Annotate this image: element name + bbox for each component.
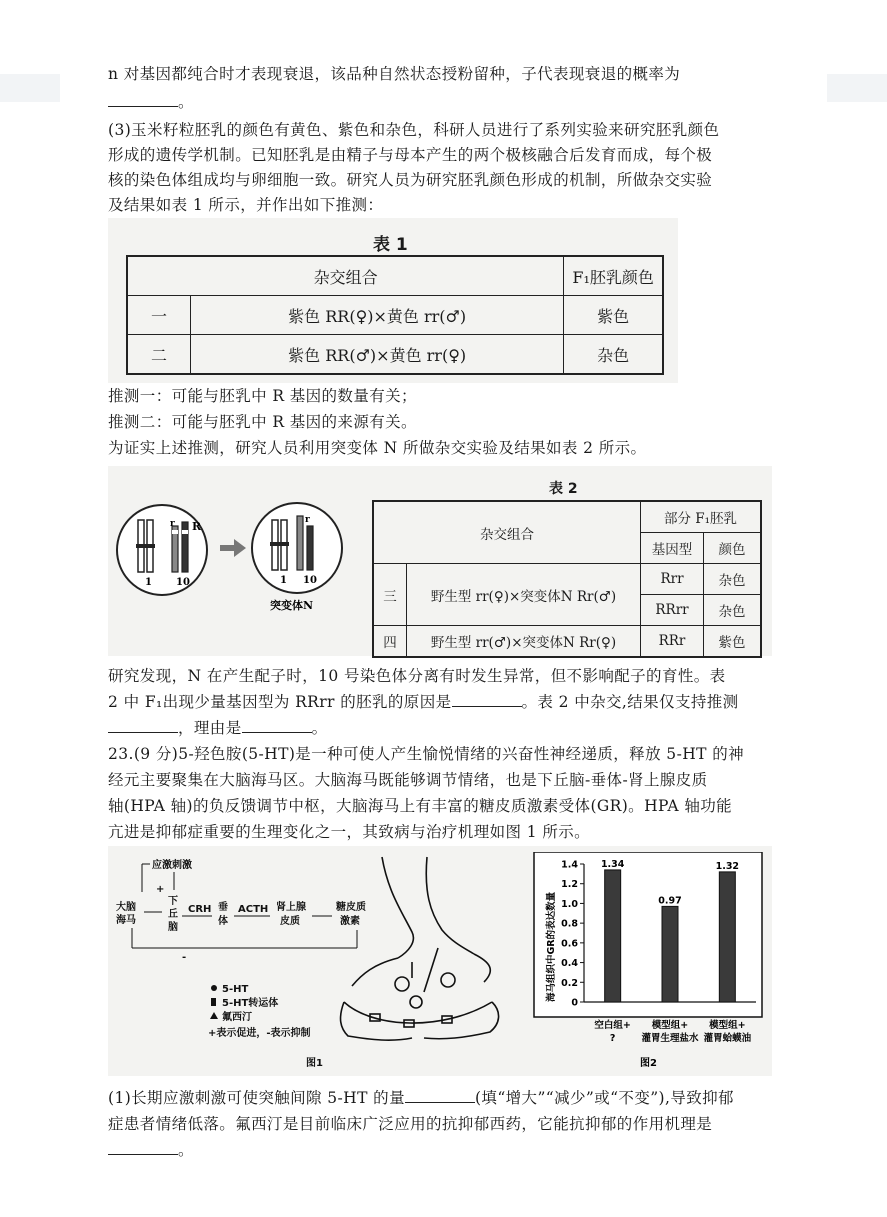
promote-sign: + xyxy=(156,884,165,895)
table1 xyxy=(126,255,664,375)
legend-5ht: 5-HT xyxy=(222,984,249,995)
table2 xyxy=(372,500,762,658)
text-line: 及结果如表 1 所示，并作出如下推测： xyxy=(108,196,384,214)
table2-header-cross: 杂交组合 xyxy=(373,501,641,564)
figure2-caption: 图2 xyxy=(640,1058,657,1069)
hippocampus-label: 海马 xyxy=(116,915,136,926)
text-line: n 对基因都纯合时才表现衰退，该品种自然状态授粉留种，子代表现衰退的概率为 xyxy=(108,65,681,83)
table2-title: 表 2 xyxy=(549,481,578,497)
chromosome-10-label: 10 xyxy=(176,577,190,588)
category-label: ? xyxy=(609,1033,616,1044)
category-label: 空白组+ xyxy=(594,1020,631,1031)
text-line: 推测一：可能与胚乳中 R 基因的数量有关； xyxy=(108,387,417,405)
allele-R-label: R xyxy=(192,520,202,533)
text-line: (1)长期应激刺激可使突触间隙 5-HT 的量 (填“增大”“减少”或“不变”),导致抑郁 xyxy=(108,1089,734,1107)
legend-note: +表示促进，-表示抑制 xyxy=(208,1028,311,1039)
hypothalamus-label: 丘 xyxy=(168,909,178,920)
chromosome-diagram xyxy=(112,490,362,620)
y-tick-label: 0 xyxy=(571,997,578,1009)
scan-edge-right xyxy=(827,74,887,102)
table1-row-cross: 紫色 RR(♀)×黄色 rr(♂) xyxy=(191,296,564,335)
table1-header-color: F₁胚乳颜色 xyxy=(564,256,663,296)
table2-color: 紫色 xyxy=(704,626,762,658)
text-line: 症患者情绪低落。氟西汀是目前临床广泛应用的抗抑郁西药，它能抗抑郁的作用机理是 xyxy=(108,1115,713,1133)
y-tick-label: 1.0 xyxy=(561,898,578,910)
glucocorticoid-label: 激素 xyxy=(340,916,360,927)
category-label: 模型组+ xyxy=(651,1020,689,1031)
figure1-mechanism xyxy=(112,852,522,1074)
table2-header-color: 颜色 xyxy=(704,533,762,564)
pituitary-label: 垂 xyxy=(218,902,228,913)
allele-r-label: r xyxy=(305,515,310,525)
table2-header-genotype: 基因型 xyxy=(641,533,704,564)
y-tick-label: 1.4 xyxy=(561,859,578,871)
category-label: 模型组+ xyxy=(709,1020,746,1031)
answer-blank[interactable] xyxy=(108,718,178,733)
table2-genotype: RRr xyxy=(641,626,704,658)
table2-row-cross: 野生型 rr(♂)×突变体N Rr(♀) xyxy=(407,626,641,658)
answer-blank[interactable] xyxy=(405,1088,475,1103)
category-label: 灌胃蛤蟆油 xyxy=(703,1033,752,1044)
answer-blank[interactable] xyxy=(108,92,178,107)
text-line: (3)玉米籽粒胚乳的颜色有黄色、紫色和杂色，科研人员进行了系列实验来研究胚乳颜色 xyxy=(108,121,720,139)
y-tick-label: 0.8 xyxy=(561,918,578,930)
chromosome-1-label: 1 xyxy=(145,577,152,588)
acth-label: ACTH xyxy=(238,904,269,915)
y-axis-label: 海马组织中GR的表达数量 xyxy=(546,891,557,1002)
text-line: 研究发现，N 在产生配子时，10 号染色体分离有时发生异常，但不影响配子的育性。表 xyxy=(108,667,726,685)
table1-row-color: 杂色 xyxy=(564,335,663,375)
y-tick-label: 0.2 xyxy=(561,977,578,989)
figure2-bar-chart xyxy=(526,852,770,1074)
text-line: 。 xyxy=(108,90,194,112)
adrenal-label: 皮质 xyxy=(280,916,300,927)
mutant-caption: 突变体N xyxy=(270,599,314,612)
bar xyxy=(662,906,678,1002)
text-line: 23.(9 分)5-羟色胺(5-HT)是一种可使人产生愉悦情绪的兴奋性神经递质，释放 5-HT 的神 xyxy=(108,745,744,763)
bar xyxy=(605,870,621,1002)
y-tick-label: 1.2 xyxy=(561,879,578,891)
table1-row-id: 一 xyxy=(127,296,191,335)
bar-value-label: 1.34 xyxy=(600,858,625,870)
pituitary-label: 体 xyxy=(218,916,228,927)
y-tick-label: 0.6 xyxy=(561,938,578,950)
stress-label: 应激刺激 xyxy=(152,860,192,871)
inhibit-sign: - xyxy=(182,952,187,963)
answer-blank[interactable] xyxy=(108,1140,178,1155)
table2-row-id: 四 xyxy=(373,626,407,658)
text-line: 经元主要聚集在大脑海马区。大脑海马既能够调节情绪，也是下丘脑-垂体-肾上腺皮质 xyxy=(108,771,708,789)
text-line: 形成的遗传学机制。已知胚乳是由精子与母本产生的两个极核融合后发育而成，每个极 xyxy=(108,146,713,164)
category-label: 灌胃生理盐水 xyxy=(641,1033,699,1044)
bar xyxy=(719,872,735,1002)
chromosome-10-label: 10 xyxy=(303,575,317,586)
table1-header-cross: 杂交组合 xyxy=(127,256,564,296)
chromosome-1-label: 1 xyxy=(280,575,287,586)
table2-genotype: Rrr xyxy=(641,564,704,595)
table2-color: 杂色 xyxy=(704,564,762,595)
synapse-drawing xyxy=(341,857,499,1040)
scan-edge-left xyxy=(0,74,60,102)
text-line: 轴(HPA 轴)的负反馈调节中枢，大脑海马上有丰富的糖皮质激素受体(GR)。HPA 轴功能 xyxy=(108,797,733,815)
bar-value-label: 1.32 xyxy=(715,860,740,872)
crh-label: CRH xyxy=(188,904,212,915)
adrenal-label: 肾上腺 xyxy=(276,902,306,913)
legend-transporter: 5-HT转运体 xyxy=(222,998,279,1009)
allele-r-label: r xyxy=(170,519,175,529)
table2-header-part: 部分 F₁胚乳 xyxy=(641,501,762,533)
arrow-icon xyxy=(220,539,246,557)
text-line: 2 中 F₁出现少量基因型为 RRrr 的胚乳的原因是 。表 2 中杂交,结果仅支持推测 xyxy=(108,693,739,711)
table2-color: 杂色 xyxy=(704,595,762,626)
y-tick-label: 0.4 xyxy=(561,958,578,970)
text-line: ，理由是 。 xyxy=(108,716,328,738)
legend-fluoxetine: 氟西汀 xyxy=(222,1012,252,1023)
glucocorticoid-label: 糖皮质 xyxy=(336,902,366,913)
table1-row-color: 紫色 xyxy=(564,296,663,335)
text-line: 推测二：可能与胚乳中 R 基因的来源有关。 xyxy=(108,413,417,431)
bar-value-label: 0.97 xyxy=(658,895,682,907)
table1-title: 表 1 xyxy=(373,235,408,255)
table1-row-id: 二 xyxy=(127,335,191,375)
text-line: 为证实上述推测，研究人员利用突变体 N 所做杂交实验及结果如表 2 所示。 xyxy=(108,439,647,457)
answer-blank[interactable] xyxy=(452,692,522,707)
text-line: 。 xyxy=(108,1138,194,1160)
hypothalamus-label: 脑 xyxy=(168,922,178,933)
hypothalamus-label: 下 xyxy=(168,896,178,907)
figure1-caption: 图1 xyxy=(306,1058,323,1069)
answer-blank[interactable] xyxy=(242,718,312,733)
table2-genotype: RRrr xyxy=(641,595,704,626)
table2-row-cross: 野生型 rr(♀)×突变体N Rr(♂) xyxy=(407,564,641,626)
text-line: 核的染色体组成均与卵细胞一致。研究人员为研究胚乳颜色形成的机制，所做杂交实验 xyxy=(108,171,713,189)
text-line: 亢进是抑郁症重要的生理变化之一，其致病与治疗机理如图 1 所示。 xyxy=(108,823,591,841)
table1-row-cross: 紫色 RR(♂)×黄色 rr(♀) xyxy=(191,335,564,375)
table2-row-id: 三 xyxy=(373,564,407,626)
hippocampus-label: 大脑 xyxy=(116,902,136,913)
